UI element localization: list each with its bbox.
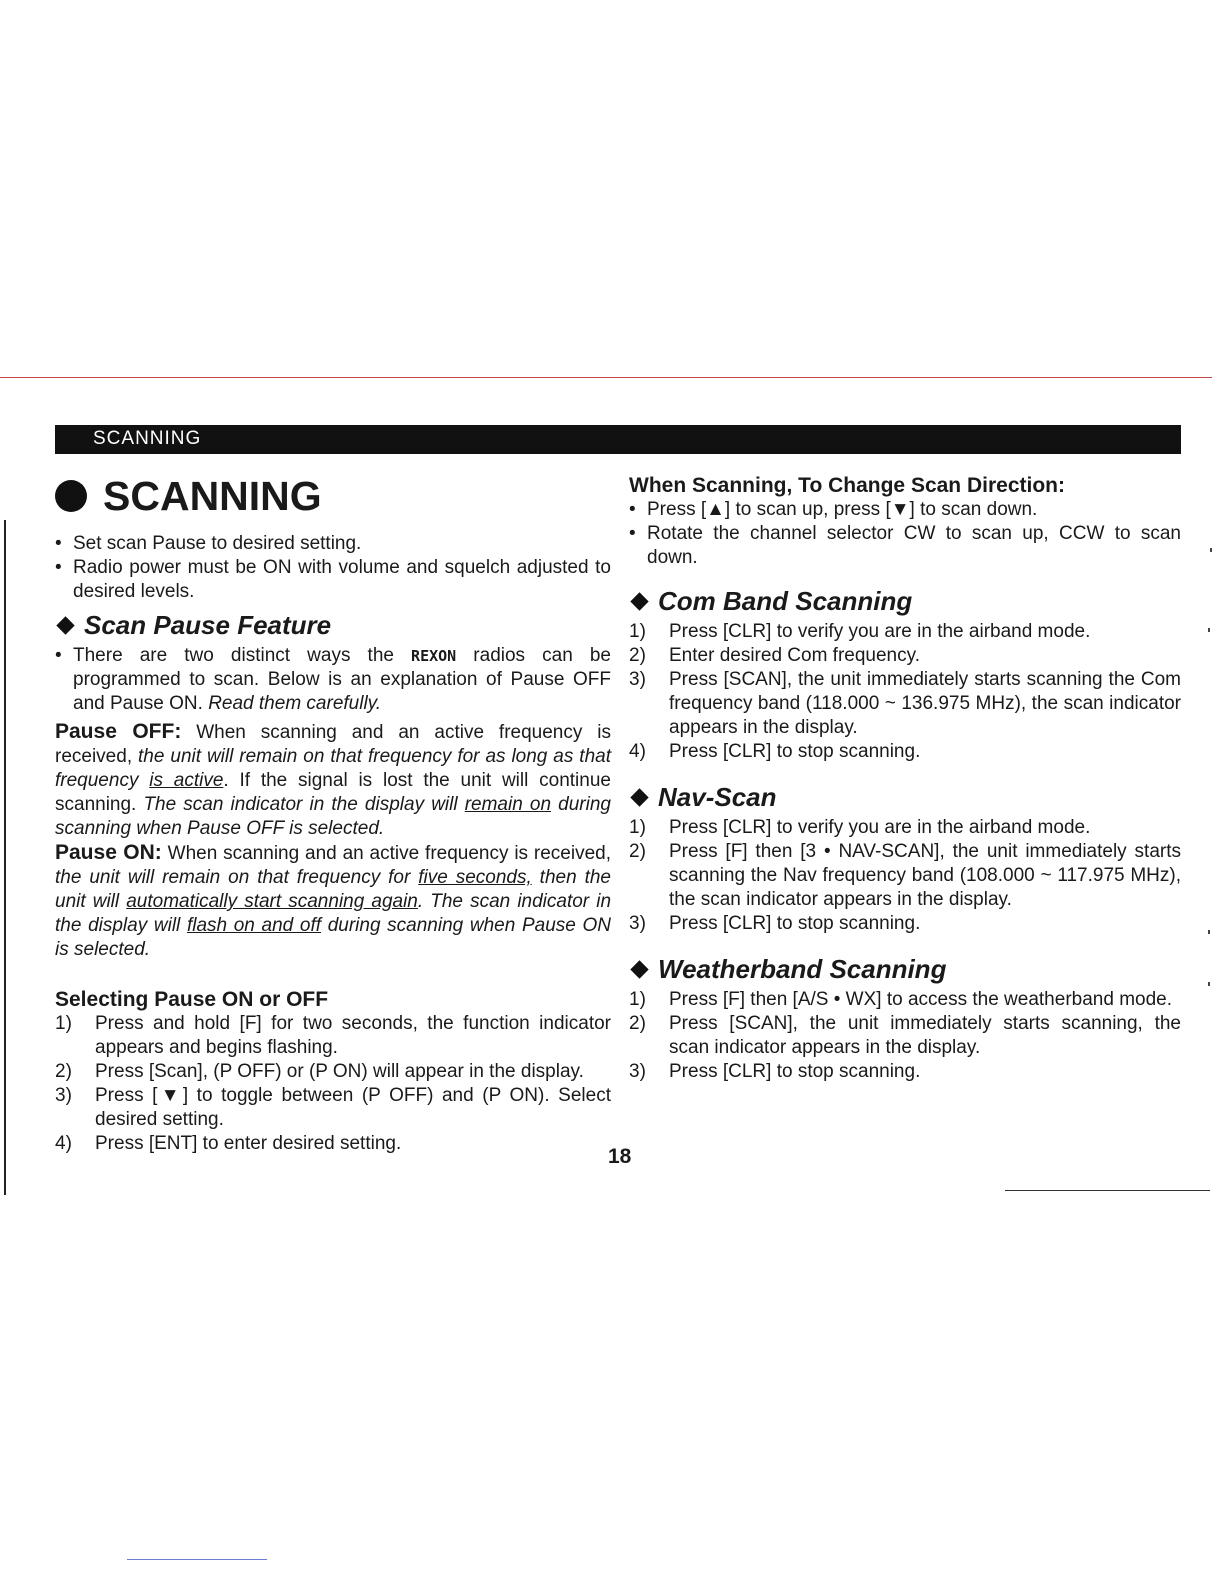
pause-on-text: automatically start scanning again (126, 891, 418, 912)
pause-off-paragraph (55, 720, 611, 841)
page-number: 18 (608, 1145, 632, 1168)
step-text: Press [CLR] to verify you are in the airband mode. (669, 621, 1091, 642)
nav-scan-heading (629, 780, 1181, 814)
diamond-icon (56, 616, 74, 634)
page-title-text: SCANNING (103, 472, 322, 519)
com-band-heading (629, 584, 1181, 618)
brand-name: REXON (411, 647, 457, 665)
step-number: 3) (55, 1085, 72, 1106)
step-number: 2) (629, 1013, 646, 1034)
edge-tick (1208, 628, 1210, 632)
list-item (629, 740, 1181, 764)
list-item (629, 1012, 1181, 1060)
top-red-rule (0, 377, 1212, 378)
step-text: Press [CLR] to stop scanning. (669, 741, 921, 762)
pause-on-text: then the unit will (55, 867, 611, 912)
nav-scan-heading-text: Nav-Scan (658, 781, 777, 812)
list-item (629, 840, 1181, 912)
step-text: Press [SCAN], the unit immediately starts scanning the Com frequency band (118.000 ~ 136.975 MHz), the scan indicator appears in the display. (669, 669, 1181, 738)
edge-tick (1208, 982, 1210, 986)
step-number: 1) (55, 1013, 72, 1034)
list-item (55, 1060, 611, 1084)
step-number: 1) (629, 989, 646, 1010)
list-item (629, 644, 1181, 668)
pause-off-text: the unit will remain on that frequency for as long as that frequency (55, 746, 611, 791)
section-header-label: SCANNING (93, 428, 202, 449)
step-number: 3) (629, 1061, 646, 1082)
scan-direction-heading: When Scanning, To Change Scan Direction: (629, 474, 1065, 497)
diamond-icon (630, 592, 648, 610)
weatherband-heading-text: Weatherband Scanning (658, 953, 947, 984)
direction-bullet: • Press [▲] to scan up, press [▼] to scan down. (629, 498, 1181, 522)
step-number: 1) (629, 621, 646, 642)
step-text: Press [▼] to toggle between (P OFF) and (P ON). Select desired setting. (95, 1085, 611, 1130)
section-header-bar (55, 425, 1181, 454)
com-band-heading-text: Com Band Scanning (658, 585, 913, 616)
pause-off-text: . If the signal is lost the unit will continue scanning. (55, 770, 611, 815)
scan-pause-emphasis: Read them carefully. (208, 693, 382, 714)
step-text: Press [SCAN], the unit immediately starts scanning, the scan indicator appears in the display. (669, 1013, 1181, 1058)
step-number: 4) (55, 1133, 72, 1154)
list-item (55, 1084, 611, 1132)
step-number: 2) (629, 645, 646, 666)
list-item (629, 912, 1181, 936)
diamond-icon (630, 960, 648, 978)
step-number: 3) (629, 669, 646, 690)
pause-on-text: during scanning when Pause ON is selected. (55, 915, 612, 960)
bottom-blue-rule (127, 1559, 267, 1560)
list-item (629, 620, 1181, 644)
bullet-dot-icon (55, 480, 87, 512)
step-number: 2) (629, 841, 646, 862)
weatherband-heading (629, 952, 1181, 986)
step-number: 4) (629, 741, 646, 762)
pause-on-text: the unit will remain on that frequency for (55, 867, 419, 888)
page-title (55, 470, 611, 522)
pause-on-text: flash on and off (186, 915, 322, 936)
edge-tick (1208, 930, 1210, 934)
list-item (629, 668, 1181, 740)
right-column (629, 470, 1181, 1084)
scan-pause-heading (55, 608, 611, 642)
step-text: Press [CLR] to stop scanning. (669, 913, 921, 934)
step-text: Press [Scan], (P OFF) or (P ON) will appear in the display. (95, 1061, 584, 1082)
left-column (55, 470, 611, 1156)
step-text: Press [ENT] to enter desired setting. (95, 1133, 402, 1154)
step-text: Enter desired Com frequency. (669, 645, 920, 666)
step-text: Press [CLR] to stop scanning. (669, 1061, 921, 1082)
edge-tick (1210, 548, 1212, 552)
pause-off-text: remain on (464, 794, 552, 815)
direction-bullet: • Rotate the channel selector CW to scan up, CCW to scan down. (629, 522, 1181, 570)
list-item (629, 988, 1181, 1012)
intro-bullet: • Radio power must be ON with volume and squelch adjusted to desired levels. (55, 556, 611, 604)
pause-off-text: during scanning when Pause OFF is selected. (55, 794, 611, 839)
pause-off-text: The scan indicator in the display will (143, 794, 465, 815)
pause-on-text: . The scan indicator in the display will (55, 891, 612, 936)
step-number: 3) (629, 913, 646, 934)
left-edge-line (4, 520, 6, 1195)
step-text: Press [F] then [A/S • WX] to access the weatherband mode. (669, 989, 1172, 1010)
scan-pause-text: There are two distinct ways the (73, 645, 412, 666)
scan-pause-bullet (55, 644, 611, 716)
pause-off-label: Pause OFF: (55, 720, 182, 743)
pause-off-text: is active (149, 770, 224, 791)
step-number: 2) (55, 1061, 72, 1082)
list-item (55, 1132, 611, 1156)
pause-on-label: Pause ON: (55, 841, 162, 864)
list-item (55, 1012, 611, 1060)
list-item (629, 816, 1181, 840)
bottom-right-rule (1005, 1190, 1210, 1191)
scan-pause-text: radios can be programmed to scan. Below is an explanation of Pause OFF and Pause ON. (73, 645, 611, 714)
list-item (629, 1060, 1181, 1084)
step-text: Press [CLR] to verify you are in the airband mode. (669, 817, 1091, 838)
pause-on-text: five seconds, (418, 867, 532, 888)
step-text: Press and hold [F] for two seconds, the function indicator appears and begins flashing. (95, 1013, 611, 1058)
step-text: Press [F] then [3 • NAV-SCAN], the unit immediately starts scanning the Nav frequency band (108.000 ~ 117.975 MHz), the scan indicator appears in the display. (669, 841, 1181, 910)
pause-on-paragraph (55, 841, 611, 962)
pause-on-text: When scanning and an active frequency is received, (161, 843, 611, 864)
step-number: 1) (629, 817, 646, 838)
selecting-pause-heading: Selecting Pause ON or OFF (55, 988, 329, 1011)
diamond-icon (630, 788, 648, 806)
intro-bullet: • Set scan Pause to desired setting. (55, 532, 611, 556)
pause-off-text: When scanning and an active frequency is received, (55, 722, 611, 767)
scan-pause-heading-text: Scan Pause Feature (84, 609, 332, 640)
